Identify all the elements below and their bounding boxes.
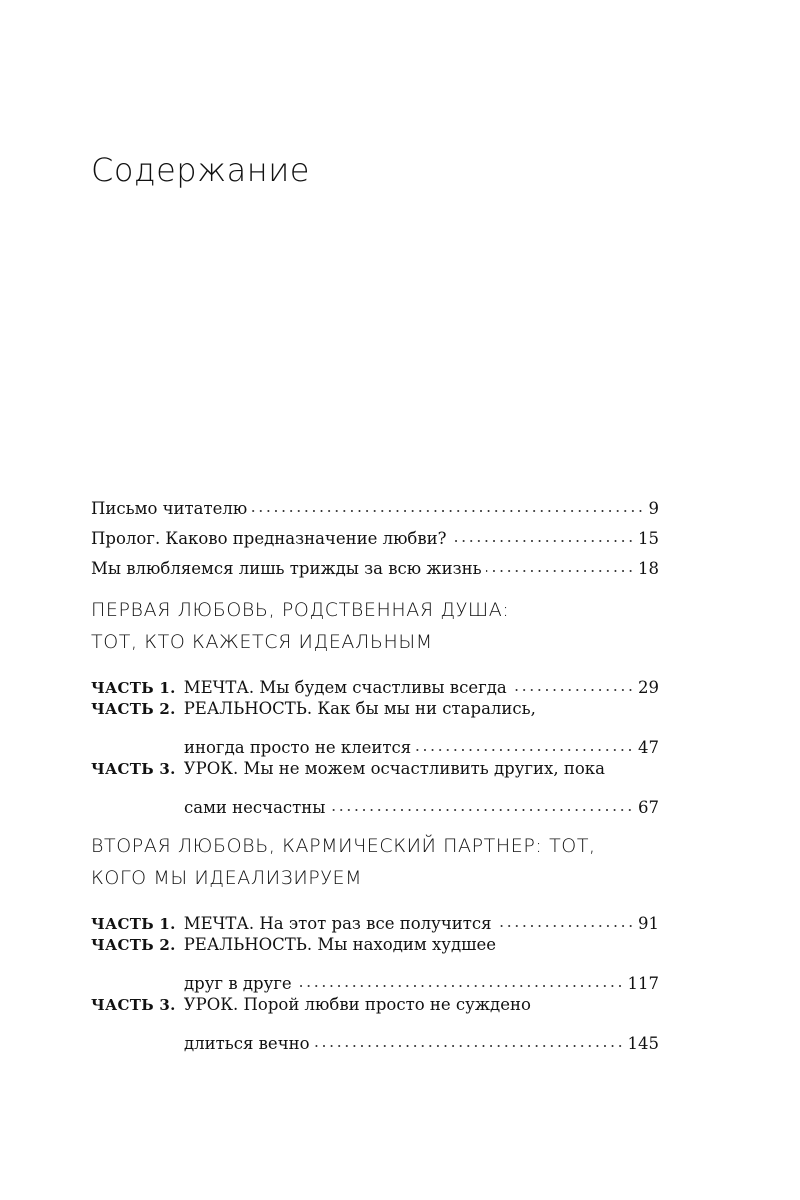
toc-entry-label: Мы влюбляемся лишь трижды за всю жизнь	[91, 558, 482, 578]
toc-page-number: 47	[638, 737, 659, 757]
part-title: УРОК. Мы не можем осчастливить других, пока	[183, 759, 605, 778]
toc-page-number: 91	[638, 913, 659, 933]
part-title-continuation: длиться вечно	[184, 1033, 310, 1053]
dot-leader	[251, 509, 644, 513]
part-title-continuation: сами несчастны	[184, 797, 326, 817]
dot-leader	[496, 924, 634, 928]
part-number: ЧАСТЬ 3.	[91, 996, 176, 1014]
toc-page-number: 117	[627, 973, 659, 993]
part-number: ЧАСТЬ 1.	[91, 678, 176, 697]
dot-leader	[415, 748, 634, 752]
toc-part-continuation[interactable]	[184, 726, 659, 756]
toc-part-continuation[interactable]	[184, 786, 659, 816]
dot-leader	[314, 1044, 624, 1048]
section-heading-line: ТОТ, КТО КАЖЕТСЯ ИДЕАЛЬНЫМ	[91, 631, 433, 653]
part-title: РЕАЛЬНОСТЬ. Мы находим худшее	[183, 935, 496, 954]
part-title: УРОК. Порой любви просто не суждено	[183, 995, 531, 1014]
section-heading-line: КОГО МЫ ИДЕАЛИЗИРУЕМ	[91, 867, 363, 889]
part-title: РЕАЛЬНОСТЬ. Как бы мы ни старались,	[183, 699, 536, 718]
toc-page-number: 145	[627, 1033, 659, 1053]
toc-page-number: 29	[638, 677, 659, 697]
toc-entry[interactable]	[91, 547, 659, 577]
dot-leader	[511, 688, 634, 692]
toc-entry-label	[91, 913, 492, 933]
section-heading-line: ПЕРВАЯ ЛЮБОВЬ, РОДСТВЕННАЯ ДУША:	[91, 599, 510, 621]
dot-leader	[486, 569, 634, 573]
section-heading-line: ВТОРАЯ ЛЮБОВЬ, КАРМИЧЕСКИЙ ПАРТНЕР: ТОТ,	[91, 835, 596, 857]
toc-part-continuation[interactable]	[184, 1022, 659, 1052]
toc-entry-label: Пролог. Каково предназначение любви?	[91, 528, 447, 548]
dot-leader	[296, 984, 624, 988]
toc-page-number: 15	[638, 528, 659, 548]
toc-part-continuation[interactable]	[184, 962, 659, 992]
part-number: ЧАСТЬ 1.	[91, 914, 176, 933]
toc-part-entry[interactable]	[91, 902, 659, 932]
page-title: Содержание	[91, 151, 310, 189]
dot-leader	[329, 808, 634, 812]
part-number: ЧАСТЬ 3.	[91, 760, 176, 778]
section-heading	[91, 830, 651, 894]
toc-page-number: 9	[648, 498, 659, 518]
toc-part-entry[interactable]	[91, 701, 536, 718]
part-title-continuation: друг в друге	[184, 973, 292, 993]
toc-page-number: 18	[638, 558, 659, 578]
toc-part-entry[interactable]	[91, 761, 605, 778]
toc-entry[interactable]	[91, 517, 659, 547]
part-title: МЕЧТА. Мы будем счастливы всегда	[183, 677, 507, 697]
part-title-continuation: иногда просто не клеится	[184, 737, 412, 757]
toc-part-entry[interactable]	[91, 997, 531, 1014]
toc-entry[interactable]	[91, 487, 659, 517]
toc-part-entry[interactable]	[91, 666, 659, 696]
toc-part-entry[interactable]	[91, 937, 496, 954]
toc-entry-label	[91, 677, 507, 697]
part-number: ЧАСТЬ 2.	[91, 936, 176, 954]
part-title: МЕЧТА. На этот раз все получится	[183, 913, 492, 933]
toc-page-number: 67	[638, 797, 659, 817]
dot-leader	[451, 539, 635, 543]
section-heading	[91, 594, 651, 658]
part-number: ЧАСТЬ 2.	[91, 700, 176, 718]
toc-entry-label: Письмо читателю	[91, 498, 248, 518]
